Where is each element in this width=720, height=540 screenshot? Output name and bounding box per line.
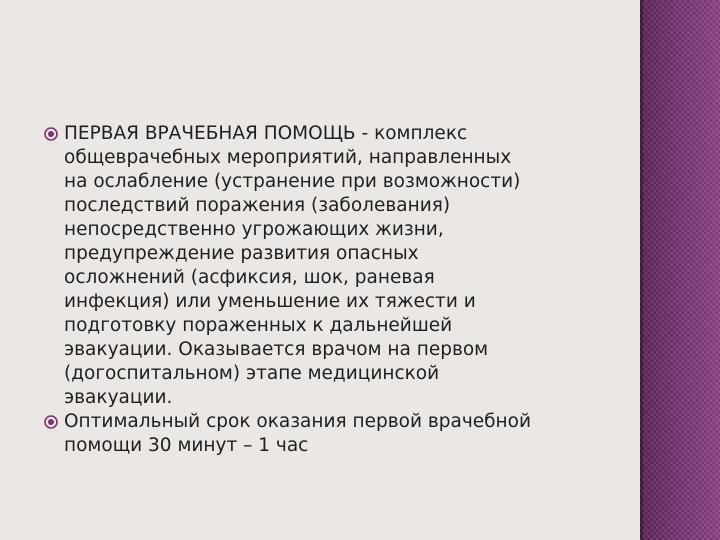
bullet-text-line: на ослабление (устранение при возможности)	[64, 171, 521, 192]
target-bullet-icon	[44, 127, 58, 141]
target-bullet-icon	[44, 415, 58, 429]
bullet-text-line: непосредственно угрожающих жизни,	[64, 219, 444, 240]
bullet-text-line: общеврачебных мероприятий, направленных	[64, 147, 512, 168]
sidebar-edge-stripe	[640, 0, 643, 540]
bullet-text-line: последствий поражения (заболевания)	[64, 195, 451, 216]
bullet-text-line: Оптимальный срок оказания первой врачебной	[64, 411, 531, 432]
bullet-item-definition	[44, 122, 604, 410]
bullet-text-line: осложнений (асфиксия, шок, раневая	[64, 267, 435, 288]
bullet-text-line: ПЕРВАЯ ВРАЧЕБНАЯ ПОМОЩЬ - комплекс	[64, 123, 468, 144]
decorative-purple-sidebar	[640, 0, 720, 540]
bullet-text-line: помощи 30 минут – 1 час	[64, 435, 309, 456]
bullet-text-line: предупреждение развития опасных	[64, 243, 419, 264]
bullet-text-line: инфекция) или уменьшение их тяжести и	[64, 291, 476, 312]
bullet-text-line: эвакуации.	[64, 387, 173, 408]
bullet-text-line: эвакуации. Оказывается врачом на первом	[64, 339, 489, 360]
bullet-text-line: (догоспитальном) этапе медицинской	[64, 363, 440, 384]
slide-content	[44, 122, 604, 458]
bullet-text-line: подготовку пораженных к дальнейшей	[64, 315, 453, 336]
bullet-item-optimal-time	[44, 410, 604, 458]
bullet-list	[44, 122, 604, 458]
